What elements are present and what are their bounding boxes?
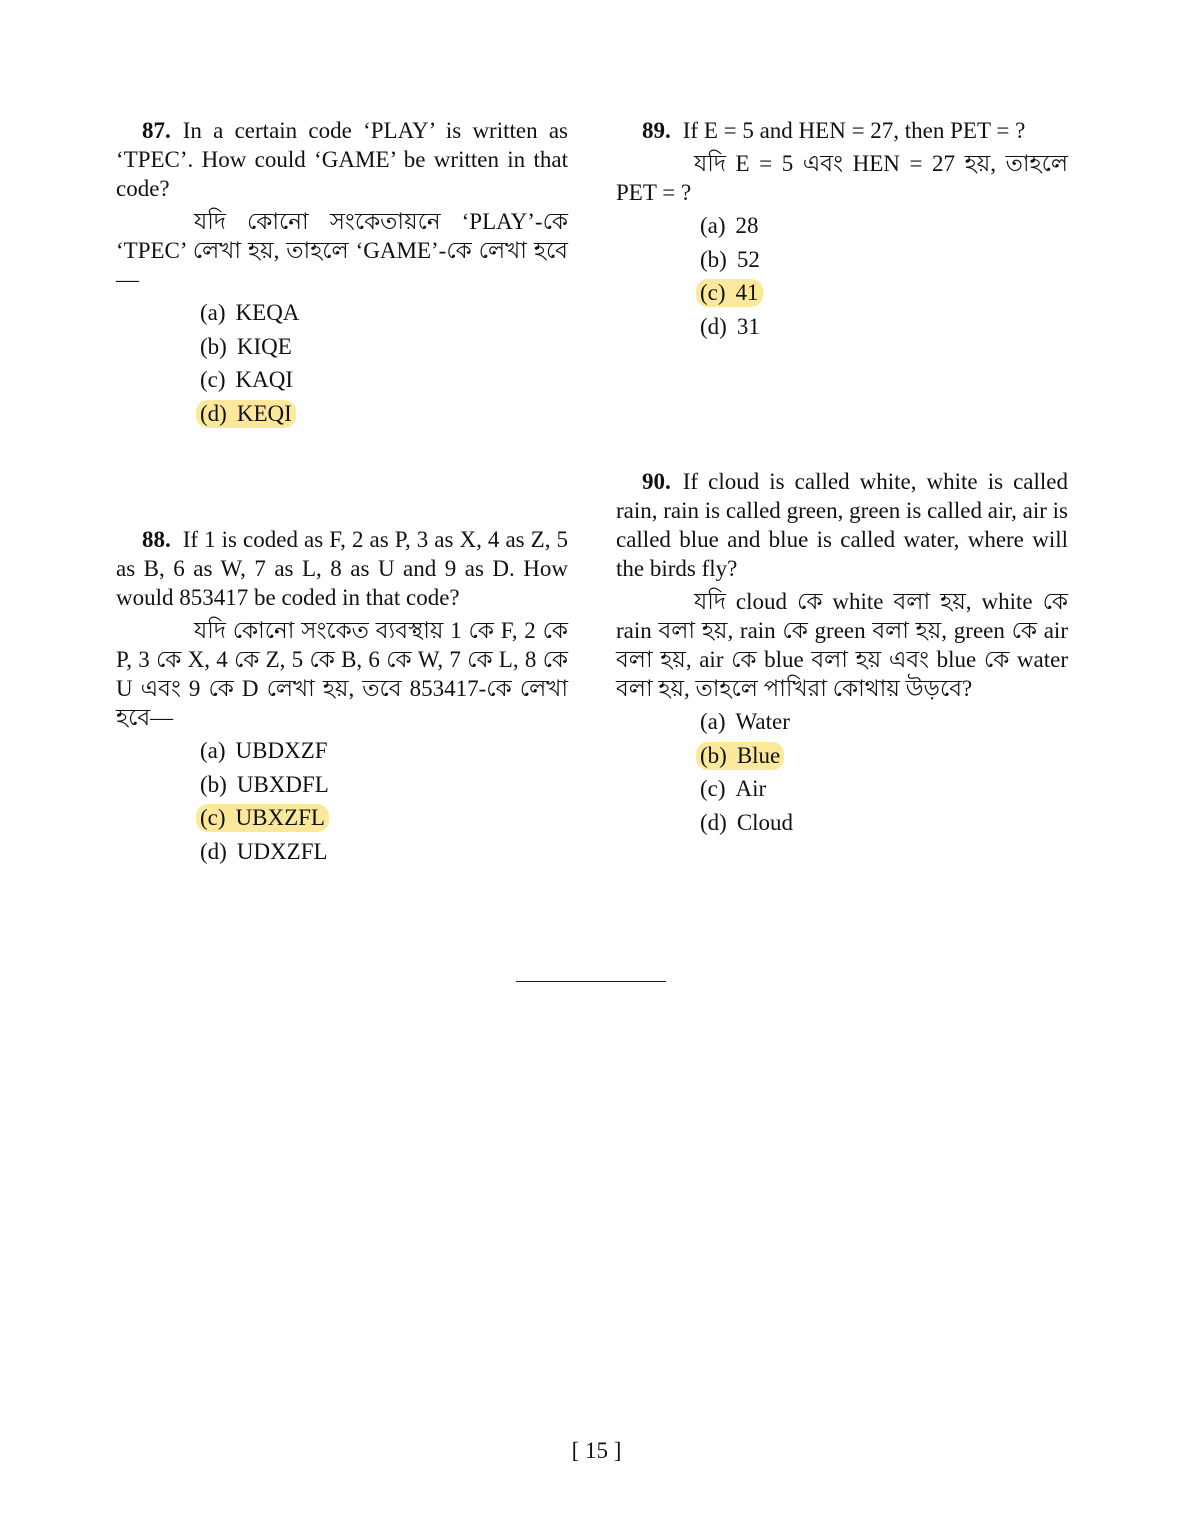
option-b[interactable] — [200, 768, 568, 802]
option-body — [196, 333, 296, 361]
option-letter: (a) — [200, 300, 226, 325]
option-a[interactable] — [700, 209, 1068, 243]
option-text: 31 — [736, 313, 760, 339]
option-letter: (d) — [200, 400, 227, 426]
option-c[interactable] — [700, 772, 1068, 806]
option-text: 41 — [735, 280, 759, 305]
option-text: 52 — [736, 246, 760, 272]
option-a[interactable] — [700, 705, 1068, 739]
option-text: KEQI — [236, 400, 292, 426]
question-text-en — [116, 116, 568, 203]
option-body — [696, 212, 763, 240]
question-text-en — [116, 525, 568, 612]
option-body — [196, 838, 332, 866]
option-body — [696, 775, 770, 803]
option-text: KAQI — [235, 367, 294, 392]
options-list — [200, 734, 568, 868]
option-body — [696, 809, 797, 837]
option-d[interactable] — [200, 397, 568, 431]
option-d[interactable] — [200, 835, 568, 869]
option-text: Air — [735, 776, 767, 801]
option-text: KEQA — [235, 300, 300, 325]
option-text: KIQE — [236, 333, 292, 359]
option-text: Cloud — [736, 809, 794, 835]
option-letter: (a) — [700, 213, 726, 238]
question-87 — [116, 116, 568, 430]
question-text-bn: যদি E = 5 এবং HEN = 27 হয়, তাহলে PET = ? — [616, 151, 1068, 205]
options-list — [700, 209, 1068, 343]
option-letter: (a) — [200, 738, 226, 763]
page-number: [ 15 ] — [571, 1438, 622, 1463]
options-list — [700, 705, 1068, 839]
option-body-highlighted — [696, 279, 763, 307]
question-text-bn: যদি কোনো সংকেতায়নে ‘PLAY’-কে ‘TPEC’ লেখা হয়, তাহলে ‘GAME’-কে লেখা হবে— — [116, 209, 568, 292]
question-text-en — [616, 467, 1068, 583]
option-text: UBDXZF — [235, 738, 328, 763]
option-body — [696, 313, 764, 341]
option-c[interactable] — [200, 363, 568, 397]
option-letter: (d) — [700, 313, 727, 339]
option-c[interactable] — [200, 801, 568, 835]
question-number: 87. — [142, 118, 171, 143]
option-letter: (b) — [700, 742, 727, 768]
option-text: Water — [735, 709, 790, 734]
question-89 — [616, 116, 1068, 343]
option-letter: (d) — [700, 809, 727, 835]
option-body-highlighted — [196, 400, 296, 428]
question-stem: If cloud is called white, white is called rain, rain is called green, green is called air, air is called blue and blue is called water, where will the birds fly? — [616, 469, 1068, 581]
option-d[interactable] — [700, 806, 1068, 840]
question-text-bn: যদি কোনো সংকেত ব্যবস্থায় 1 কে F, 2 কে P, 3 কে X, 4 কে Z, 5 কে B, 6 কে W, 7 কে L, 8 কে U এবং 9 কে D লেখা হয়, তবে 853417-কে লেখা হবে— — [116, 618, 568, 730]
option-text: UBXZFL — [235, 805, 325, 830]
option-text: UBXDFL — [236, 771, 329, 797]
question-90 — [616, 467, 1068, 839]
question-stem: In a certain code ‘PLAY’ is written as ‘TPEC’. How could ‘GAME’ be written in that code? — [116, 118, 568, 201]
option-letter: (c) — [200, 805, 226, 830]
option-b[interactable] — [700, 739, 1068, 773]
option-body — [196, 299, 303, 327]
question-88 — [116, 525, 568, 868]
question-number: 89. — [642, 118, 671, 143]
option-c[interactable] — [700, 276, 1068, 310]
option-d[interactable] — [700, 310, 1068, 344]
option-letter: (b) — [700, 246, 727, 272]
option-letter: (b) — [200, 333, 227, 359]
question-stem: If E = 5 and HEN = 27, then PET = ? — [682, 118, 1026, 143]
options-list — [200, 296, 568, 430]
option-text: 28 — [735, 213, 759, 238]
option-body-highlighted — [196, 804, 329, 832]
option-letter: (d) — [200, 838, 227, 864]
option-letter: (b) — [200, 771, 227, 797]
option-body-highlighted — [696, 742, 784, 770]
option-body — [196, 737, 332, 765]
option-text: Blue — [736, 742, 781, 768]
option-a[interactable] — [200, 296, 568, 330]
option-a[interactable] — [200, 734, 568, 768]
question-number: 88. — [142, 527, 171, 552]
option-letter: (c) — [200, 367, 226, 392]
option-b[interactable] — [700, 243, 1068, 277]
option-body — [196, 366, 297, 394]
option-text: UDXZFL — [236, 838, 328, 864]
option-body — [696, 708, 794, 736]
option-letter: (c) — [700, 776, 726, 801]
question-text-bn: যদি cloud কে white বলা হয়, white কে rain বলা হয়, rain কে green বলা হয়, green কে air বলা হয়, air কে blue বলা হয় এবং blue কে water বলা হয়, তাহলে পাখিরা কোথায় উড়বে? — [616, 589, 1068, 701]
option-b[interactable] — [200, 330, 568, 364]
question-stem: If 1 is coded as F, 2 as P, 3 as X, 4 as Z, 5 as B, 6 as W, 7 as L, 8 as U and 9 as D. How would 853417 be coded in that code? — [116, 527, 568, 610]
section-divider — [516, 981, 666, 982]
option-body — [196, 771, 333, 799]
question-number: 90. — [642, 469, 671, 494]
option-body — [696, 246, 764, 274]
option-letter: (a) — [700, 709, 726, 734]
option-letter: (c) — [700, 280, 726, 305]
question-text-en — [616, 116, 1068, 145]
